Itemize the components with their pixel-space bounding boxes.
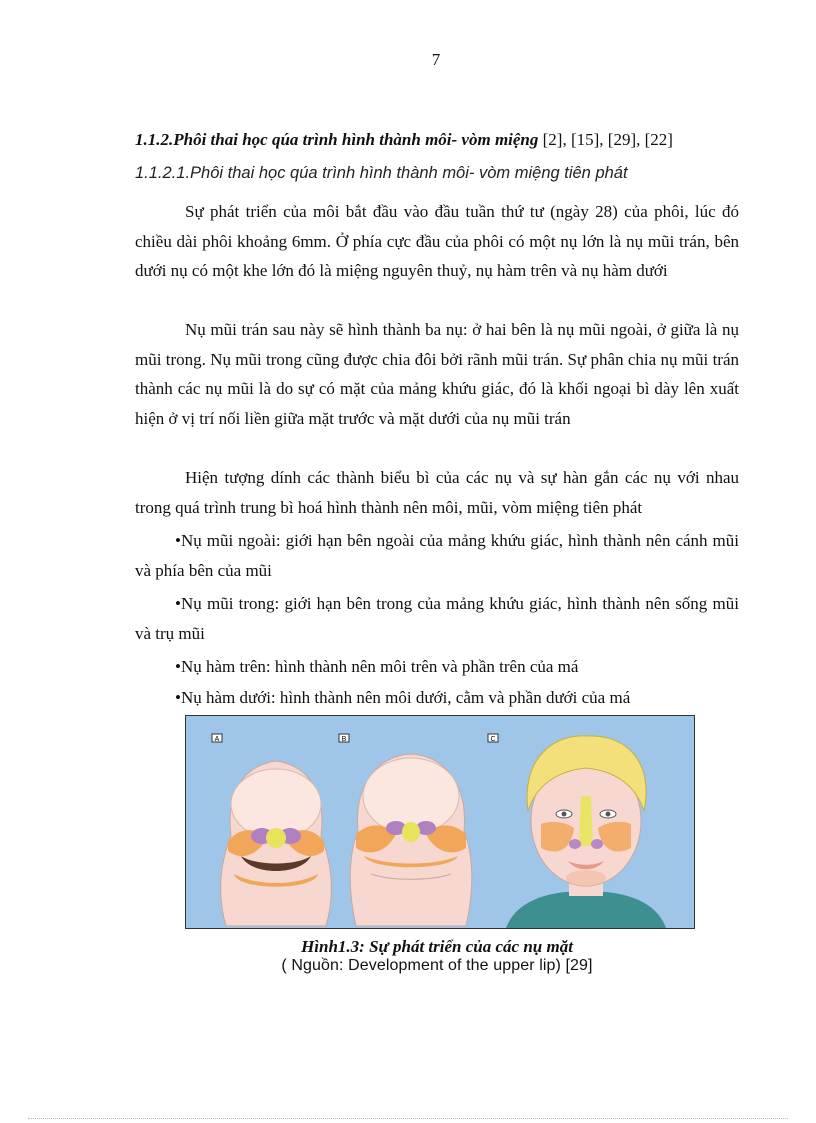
bullet-item: •Nụ hàm trên: hình thành nên môi trên và phần trên của má: [175, 657, 579, 676]
figure-facial-development: [185, 715, 695, 929]
section-heading-refs: [2], [15], [29], [22]: [538, 130, 673, 149]
page-bottom-border: [28, 1118, 788, 1119]
figure-caption: [135, 937, 739, 975]
paragraph: Nụ mũi trán sau này sẽ hình thành ba nụ: ở hai bên là nụ mũi ngoài, ở giữa là nụ mũi trong. Nụ mũi trong cũng được chia đôi bởi rãnh mũi trán. Sự phân chia nụ mũi trán thành các nụ mũi là do sự có mặt của mảng khứu giác, đó là khối ngoại bì dày lên xuất hiện ở vị trí nối liền giữa mặt trước và mặt dưới của nụ mũi trán: [135, 320, 739, 428]
bullet-item: •Nụ mũi ngoài: giới hạn bên ngoài của mảng khứu giác, hình thành nên cánh mũi và phía bên của mũi: [135, 531, 739, 580]
caption-source: ( Nguồn: Development of the upper lip) [29]: [281, 957, 593, 974]
paragraph: Sự phát triển của môi bắt đầu vào đầu tuần thứ tư (ngày 28) của phôi, lúc đó chiều dài phôi khoảng 6mm. Ở phía cực đầu của phôi có một nụ lớn là nụ mũi trán, bên dưới nụ có một khe lớn đó là miệng nguyên thuỷ, nụ hàm trên và nụ hàm dưới: [135, 202, 739, 280]
panel-label-b: B: [341, 736, 347, 743]
section-heading-title: 1.1.2.Phôi thai học qúa trình hình thành môi- vòm miệng: [135, 130, 539, 149]
section-heading: [135, 130, 673, 150]
subsection-heading: 1.1.2.1.Phôi thai học qúa trình hình thành môi- vòm miệng tiên phát: [135, 164, 628, 182]
panel-label-a: A: [214, 736, 220, 743]
caption-title: Hình1.3: Sự phát triển của các nụ mặt: [301, 937, 573, 956]
bullet-item: •Nụ hàm dưới: hình thành nên môi dưới, cằm và phần dưới của má: [175, 688, 631, 707]
page-number: 7: [431, 50, 441, 69]
panel-label-c: C: [490, 736, 496, 743]
bullet-item: •Nụ mũi trong: giới hạn bên trong của mảng khứu giác, hình thành nên sống mũi và trụ mũi: [135, 594, 739, 643]
paragraph: Hiện tượng dính các thành biểu bì của các nụ và sự hàn gắn các nụ với nhau trong quá trình trung bì hoá hình thành nên môi, mũi, vòm miệng tiên phát: [135, 468, 739, 517]
facial-prominences-illustration: [186, 716, 694, 928]
